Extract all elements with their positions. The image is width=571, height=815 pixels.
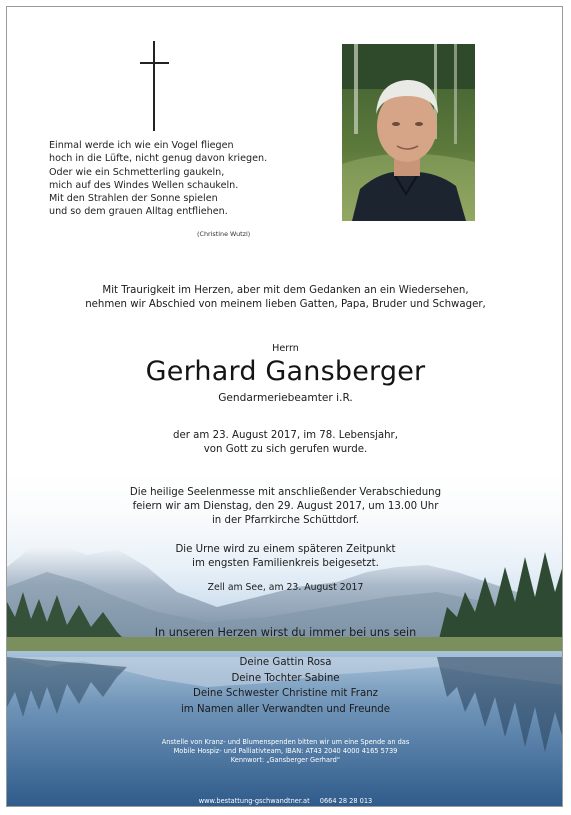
obituary-card [6,6,563,807]
mass-notice [7,486,563,528]
poem-line: Einmal werde ich wie ein Vogel fliegen [49,140,234,151]
death-line: von Gott zu sich gerufen wurde. [203,444,368,455]
death-line: der am 23. August 2017, im 78. Lebensjahr, [173,430,398,441]
urn-notice [7,543,563,571]
poem-line: mich auf des Windes Wellen schaukeln. [49,179,239,191]
cross-icon [7,7,563,137]
donation-notice [7,738,563,765]
mass-line: feiern wir am Dienstag, den 29. August 2017, um 13.00 Uhr [132,501,439,512]
poem-line: und so dem grauen Alltag entfliehen. [49,206,228,218]
family-list [7,655,563,717]
portrait-photo [342,44,475,221]
place-date: Zell am See, am 23. August 2017 [207,582,364,593]
urn-line: im engsten Familienkreis beigesetzt. [192,558,379,569]
deceased-name: Gerhard Gansberger [145,356,426,387]
footer-website[interactable]: www.bestattung-gschwandtner.at [198,797,310,805]
intro-line: nehmen wir Abschied von meinem lieben Gatten, Papa, Bruder und Schwager, [85,299,486,310]
family-member: Deine Schwester Christine mit Franz [192,688,379,699]
poem [49,139,267,219]
family-member: Deine Gattin Rosa [239,657,332,668]
mass-line: in der Pfarrkirche Schüttdorf. [211,515,360,526]
heart-line: In unseren Herzen wirst du immer bei uns sein [154,626,417,639]
deceased-title: Gendarmeriebeamter i.R. [218,392,353,404]
poem-line: hoch in die Lüfte, nicht genug davon kriegen. [49,153,268,165]
family-member: im Namen aller Verwandten und Freunde [180,703,391,715]
salutation: Herrn [272,343,299,354]
intro-text [7,284,563,312]
family-member: Deine Tochter Sabine [231,672,340,684]
footer [7,797,563,805]
poem-author: (Christine Wutzl) [197,230,251,238]
poem-line: Oder wie ein Schmetterling gaukeln, [49,166,225,178]
urn-line: Die Urne wird zu einem späteren Zeitpunkt [175,544,396,555]
intro-line: Mit Traurigkeit im Herzen, aber mit dem Gedanken an ein Wiedersehen, [102,285,469,296]
poem-line: Mit den Strahlen der Sonne spielen [49,193,218,205]
mass-line: Die heilige Seelenmesse mit anschließender Verabschiedung [129,487,442,498]
death-notice [7,429,563,457]
donation-line: Mobile Hospiz- und Palliativteam, IBAN: AT43 2040 4000 4165 5739 [173,747,398,755]
donation-line: Anstelle von Kranz- und Blumenspenden bitten wir um eine Spende an das [161,738,410,746]
donation-line: Kennwort: „Gansberger Gerhard“ [230,756,341,764]
footer-phone[interactable]: 0664 28 28 013 [319,797,373,805]
